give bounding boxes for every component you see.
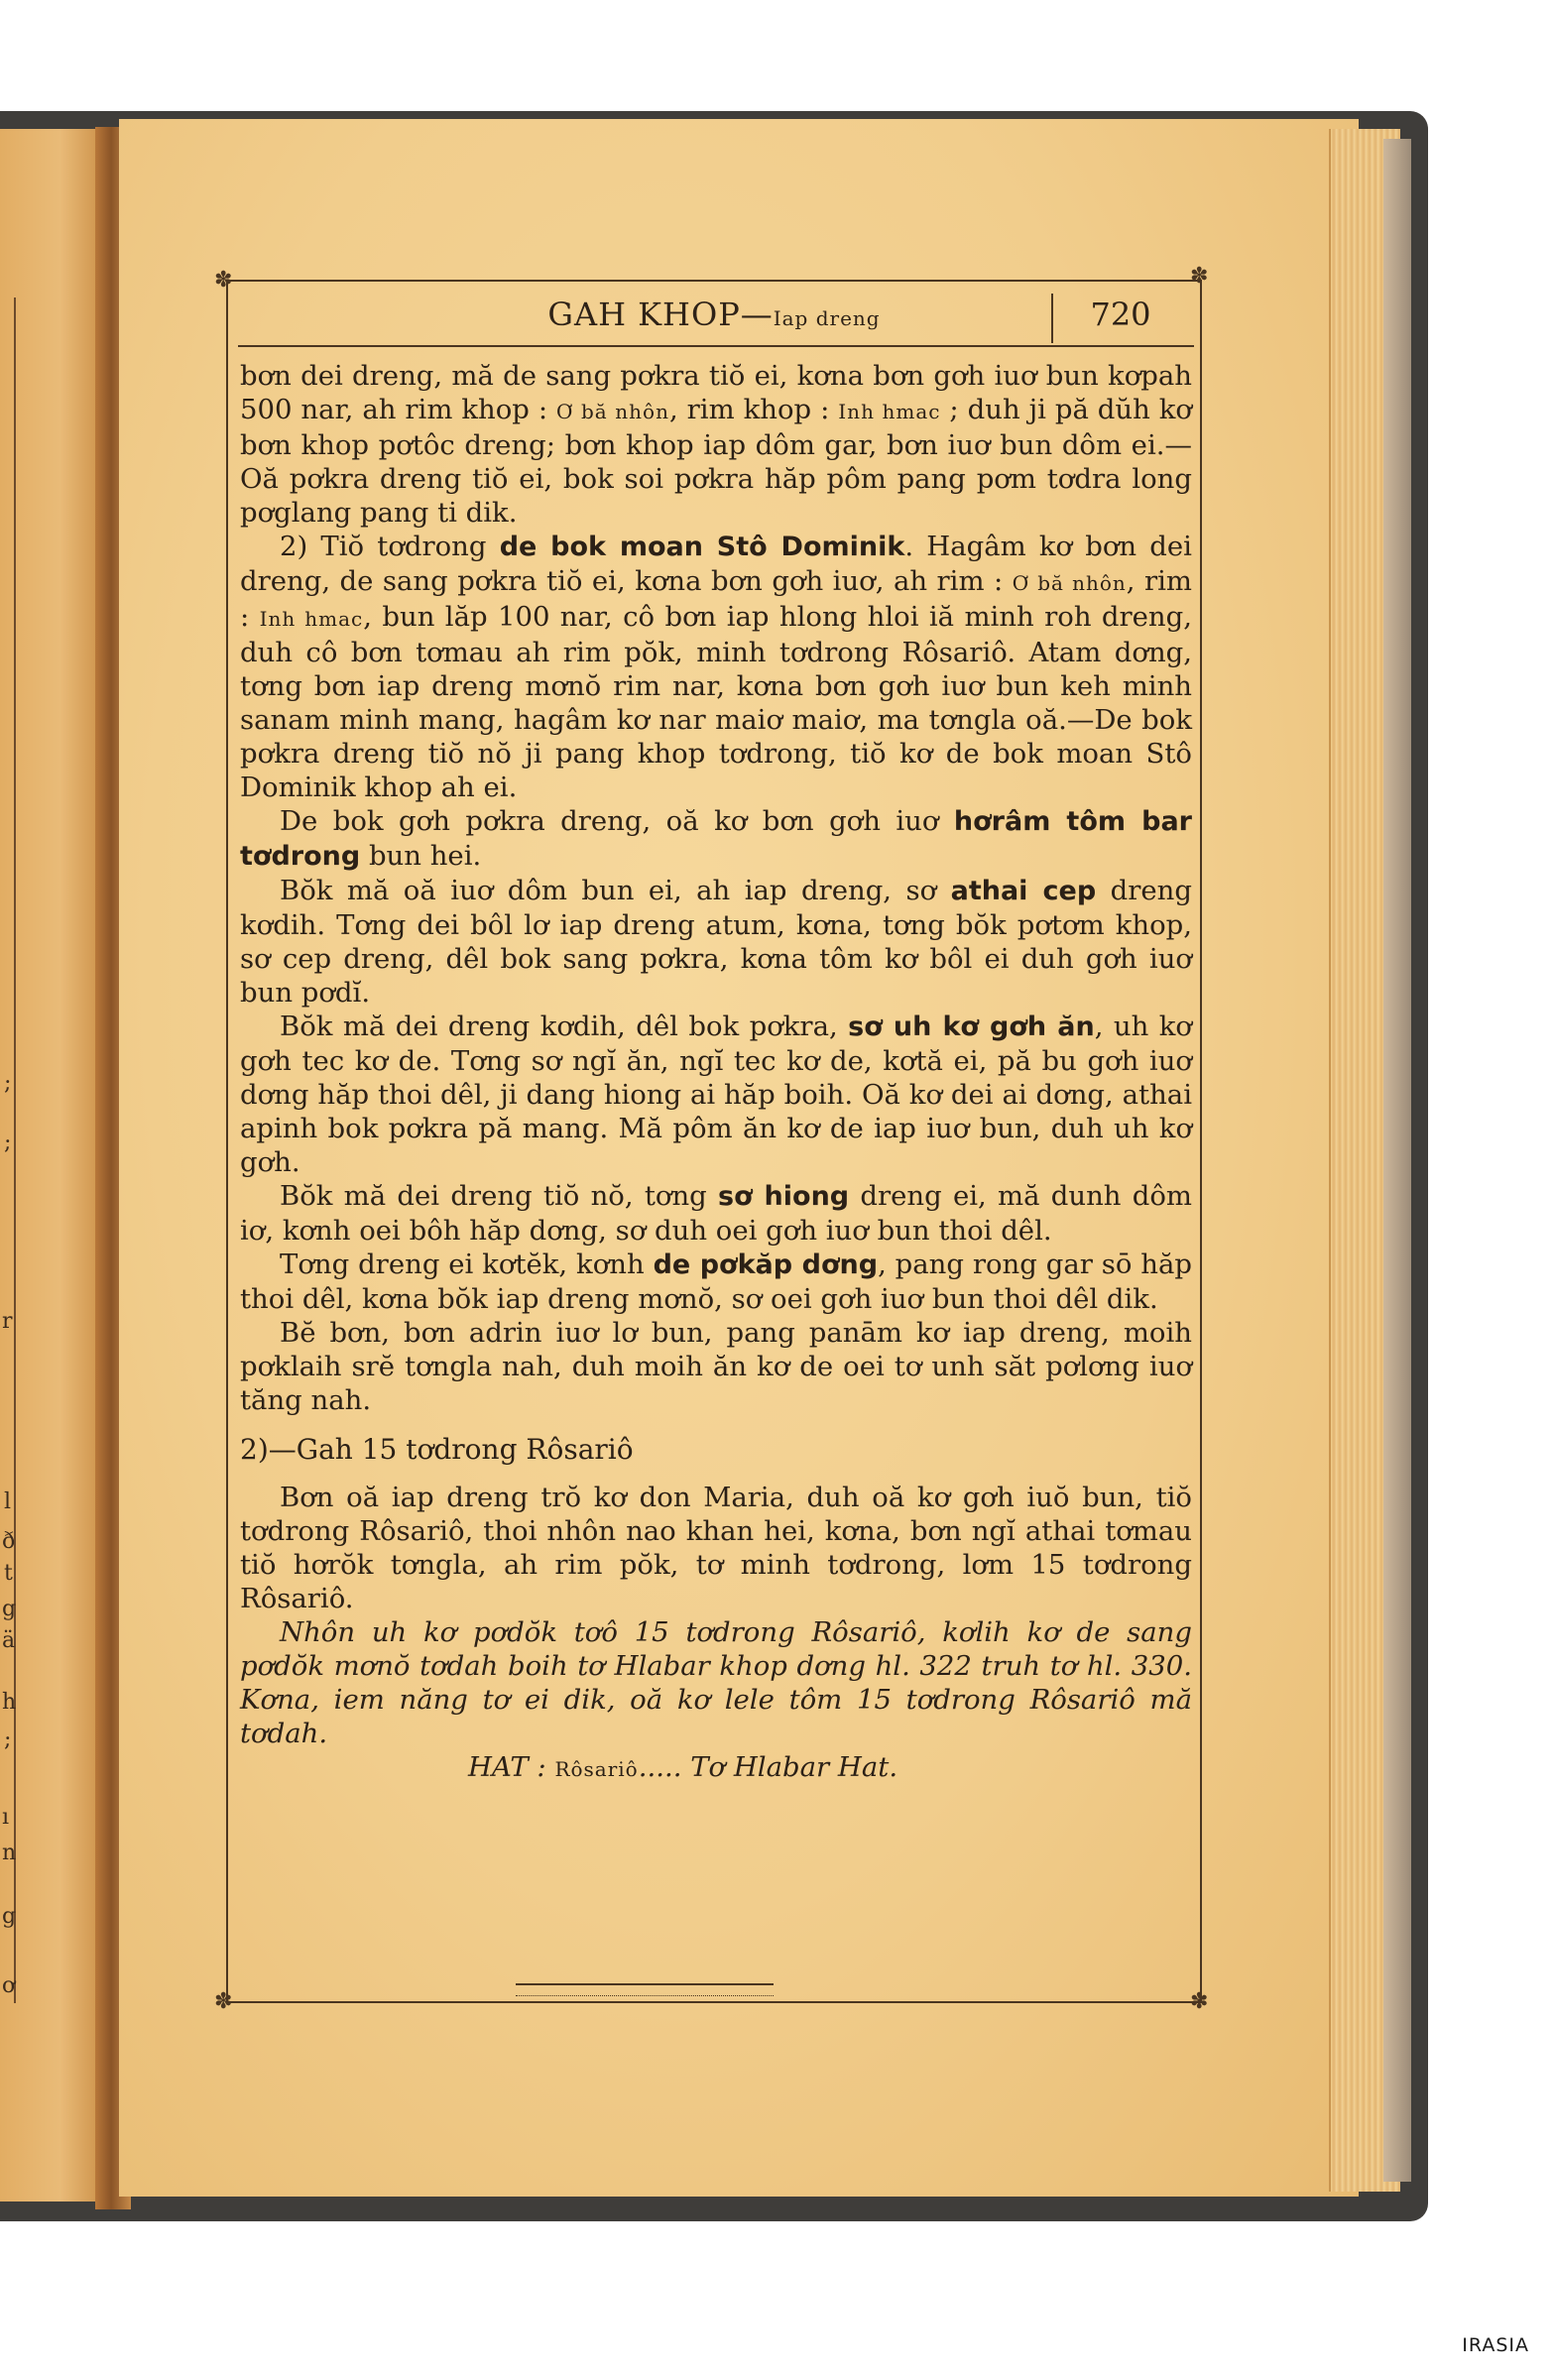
running-head-main: GAH KHOP— (547, 296, 774, 333)
left-fragment: ä (2, 1628, 16, 1653)
running-head (397, 296, 1031, 333)
bold-run: sơ hiong (718, 1181, 850, 1212)
text-run: Tơng dreng ei kơtĕk, kơnh (280, 1249, 654, 1280)
page-fringe (1383, 139, 1411, 2182)
left-fragment: l (4, 1489, 12, 1514)
left-fragment: n (2, 1841, 17, 1865)
corner-ornament-icon: ✽ (1190, 264, 1209, 289)
left-fragment: g (2, 1904, 17, 1929)
left-fragment: r (2, 1309, 13, 1334)
bold-run: de bok moan Stô Dominik (499, 532, 905, 562)
paragraph (240, 1248, 1192, 1316)
paragraph (240, 804, 1192, 874)
paragraph (240, 1179, 1192, 1248)
header-separator (1051, 294, 1053, 343)
bold-run: athai cep (950, 876, 1097, 906)
paragraph: Bơn oă iap dreng trŏ kơ don Maria, duh oă kơ gơh iuŏ bun, tiŏ tơdrong Rôsariô, thoi nhôn nao khan hei, kơna, bơn ngĭ athai tơmau tiŏ hơrŏk tơngla, ah rim pŏk, tơ minh tơdrong, lơm 15 tơdrong Rôsariô. (240, 1482, 1192, 1614)
bold-run: de pơkăp dơng (653, 1250, 879, 1280)
small-caps-run: Inh hmac (838, 400, 941, 423)
text-run: dreng kơdih. Tơng dei bôl lơ iap dreng atum, kơna, tơng bŏk pơtơm khop, sơ cep dreng, dêl bok sang pơkra, kơna tôm kơ bôl ei duh gơh iuơ bun pơdĭ. (240, 875, 1192, 1009)
paragraph (240, 530, 1192, 804)
closing-label: HAT : (468, 1751, 555, 1783)
page-body (240, 359, 1192, 1786)
text-run: . Hagâm kơ bơn dei dreng, de sang pơkra tiŏ ei, kơna bơn gơh iuơ, ah rim : (240, 531, 1192, 597)
page-number: 720 (1090, 296, 1151, 333)
small-caps-run: Ơ bă nhôn (1012, 571, 1127, 595)
text-run: , uh kơ gơh tec kơ de. Tơng sơ ngĭ ăn, ngĭ tec kơ de, kơtă ei, pă bu gơh iuơ dơng hăp thoi dêl, ji dang hiong ai hăp boih. Oă kơ dei ai dơng, athai apinh bok pơkra pă mang. Mă pôm ăn kơ de iap iuơ bun, duh uh kơ gơh. (240, 1011, 1192, 1178)
left-page (0, 129, 109, 2202)
closing-tail: Tơ Hlabar Hat. (690, 1751, 898, 1783)
text-run: , rim khop : (668, 394, 839, 425)
corner-ornament-icon: ✽ (1190, 1989, 1209, 2014)
small-caps-run: Inh hmac (259, 607, 364, 631)
paragraph (240, 1010, 1192, 1179)
small-caps-run: Ơ bă nhôn (556, 400, 669, 423)
corner-ornament-icon: ✽ (214, 268, 233, 293)
frame-bottom-rule (226, 2001, 1202, 2003)
corner-ornament-icon: ✽ (214, 1989, 233, 2014)
italic-note: Nhôn uh kơ pơdŏk tơô 15 tơdrong Rôsariô, kơlih kơ de sang pơdŏk mơnŏ tơdah boih tơ Hlabar khop dơng hl. 322 truh tơ hl. 330. Kơna, iem năng tơ ei dik, oă kơ lele tôm 15 tơdrong Rôsariô mă tơdah. (240, 1616, 1192, 1749)
text-run: ; duh ji pă dŭh kơ bơn khop pơtôc dreng; bơn khop iap dôm gar, bơn iuơ bun dôm ei.—Oă pơkra dreng tiŏ ei, bok soi pơkra hăp pôm pang pơm tơdra long pơglang pang ti dik. (240, 394, 1192, 529)
left-fragment: ð (2, 1529, 16, 1554)
text-run: , pang rong gar sō hăp thoi dêl, kơna bŏk iap dreng mơnŏ, sơ oei gơh iuơ bun thoi dêl dik. (240, 1249, 1192, 1315)
text-run: bơn dei dreng, mă de sang pơkra tiŏ ei, kơna bơn gơh iuơ bun kơpah 500 nar, ah rim khop : (240, 360, 1192, 425)
closing-reference (240, 1750, 1192, 1786)
bold-run: hơrâm tôm bar tơdrong (240, 806, 1192, 872)
section-title: 2)—Gah 15 tơdrong Rôsariô (240, 1433, 634, 1466)
text-run: dreng ei, mă dunh dôm iơ, kơnh oei bôh hăp dơng, sơ duh oei gơh iuơ bun thoi dêl. (240, 1180, 1192, 1247)
text-run: Bŏk mă oă iuơ dôm bun ei, ah iap dreng, sơ (280, 875, 951, 906)
text-run: bun hei. (360, 840, 482, 872)
header-rule (238, 345, 1194, 347)
bold-run: sơ uh kơ gơh ăn (848, 1012, 1095, 1042)
frame-right-rule (1200, 280, 1202, 2003)
running-head-small-caps: Iap dreng (773, 306, 881, 330)
text-run: , bun lăp 100 nar, cô bơn iap hlong hloi iă minh roh dreng, duh cô bơn tơmau ah rim pŏk, minh tơdrong Rôsariô. Atam dơng, tơng bơn iap dreng mơnŏ rim nar, kơna bơn gơh iuơ bun keh minh sanam minh mang, hagâm kơ nar maiơ maiơ, ma tơngla oă.—De bok pơkra dreng tiŏ nŏ ji pang khop tơdrong, tiŏ kơ de bok moan Stô Dominik khop ah ei. (240, 601, 1192, 803)
left-fragment: ; (4, 1727, 12, 1752)
left-fragment: ơ (2, 1973, 16, 1998)
paragraph (240, 874, 1192, 1010)
left-fragment: ; (4, 1130, 12, 1155)
text-run: Bŏk mă dei dreng kơdih, dêl bok pơkra, (280, 1011, 849, 1042)
closing-dots: ..... (638, 1751, 691, 1783)
small-caps-run: Rôsariô (554, 1757, 639, 1781)
text-run: , rim : (240, 565, 1192, 633)
text-run: Bŏk mă dei dreng tiŏ nŏ, tơng (280, 1180, 719, 1212)
left-fragment: g (2, 1597, 17, 1621)
paragraph: Bĕ bơn, bơn adrin iuơ lơ bun, pang panām kơ iap dreng, moih pơklaih srĕ tơngla nah, duh moih ăn kơ de oei tơ unh săt pơlơng iuơ tăng nah. (240, 1317, 1192, 1416)
text-run: De bok gơh pơkra dreng, oă kơ bơn gơh iuơ (280, 805, 954, 837)
left-page-rule (14, 298, 16, 2003)
left-fragment: ı (2, 1805, 10, 1830)
paragraph (240, 359, 1192, 530)
frame-top-rule (226, 280, 1202, 282)
left-fragment: t (4, 1561, 13, 1586)
frame-left-rule (226, 280, 228, 2003)
footer-ornament (516, 1983, 774, 1996)
watermark: IRASIA (1462, 2334, 1529, 2356)
left-fragment: h (2, 1690, 17, 1715)
left-fragment: ; (4, 1071, 12, 1096)
text-run: 2) Tiŏ tơdrong (280, 531, 500, 562)
